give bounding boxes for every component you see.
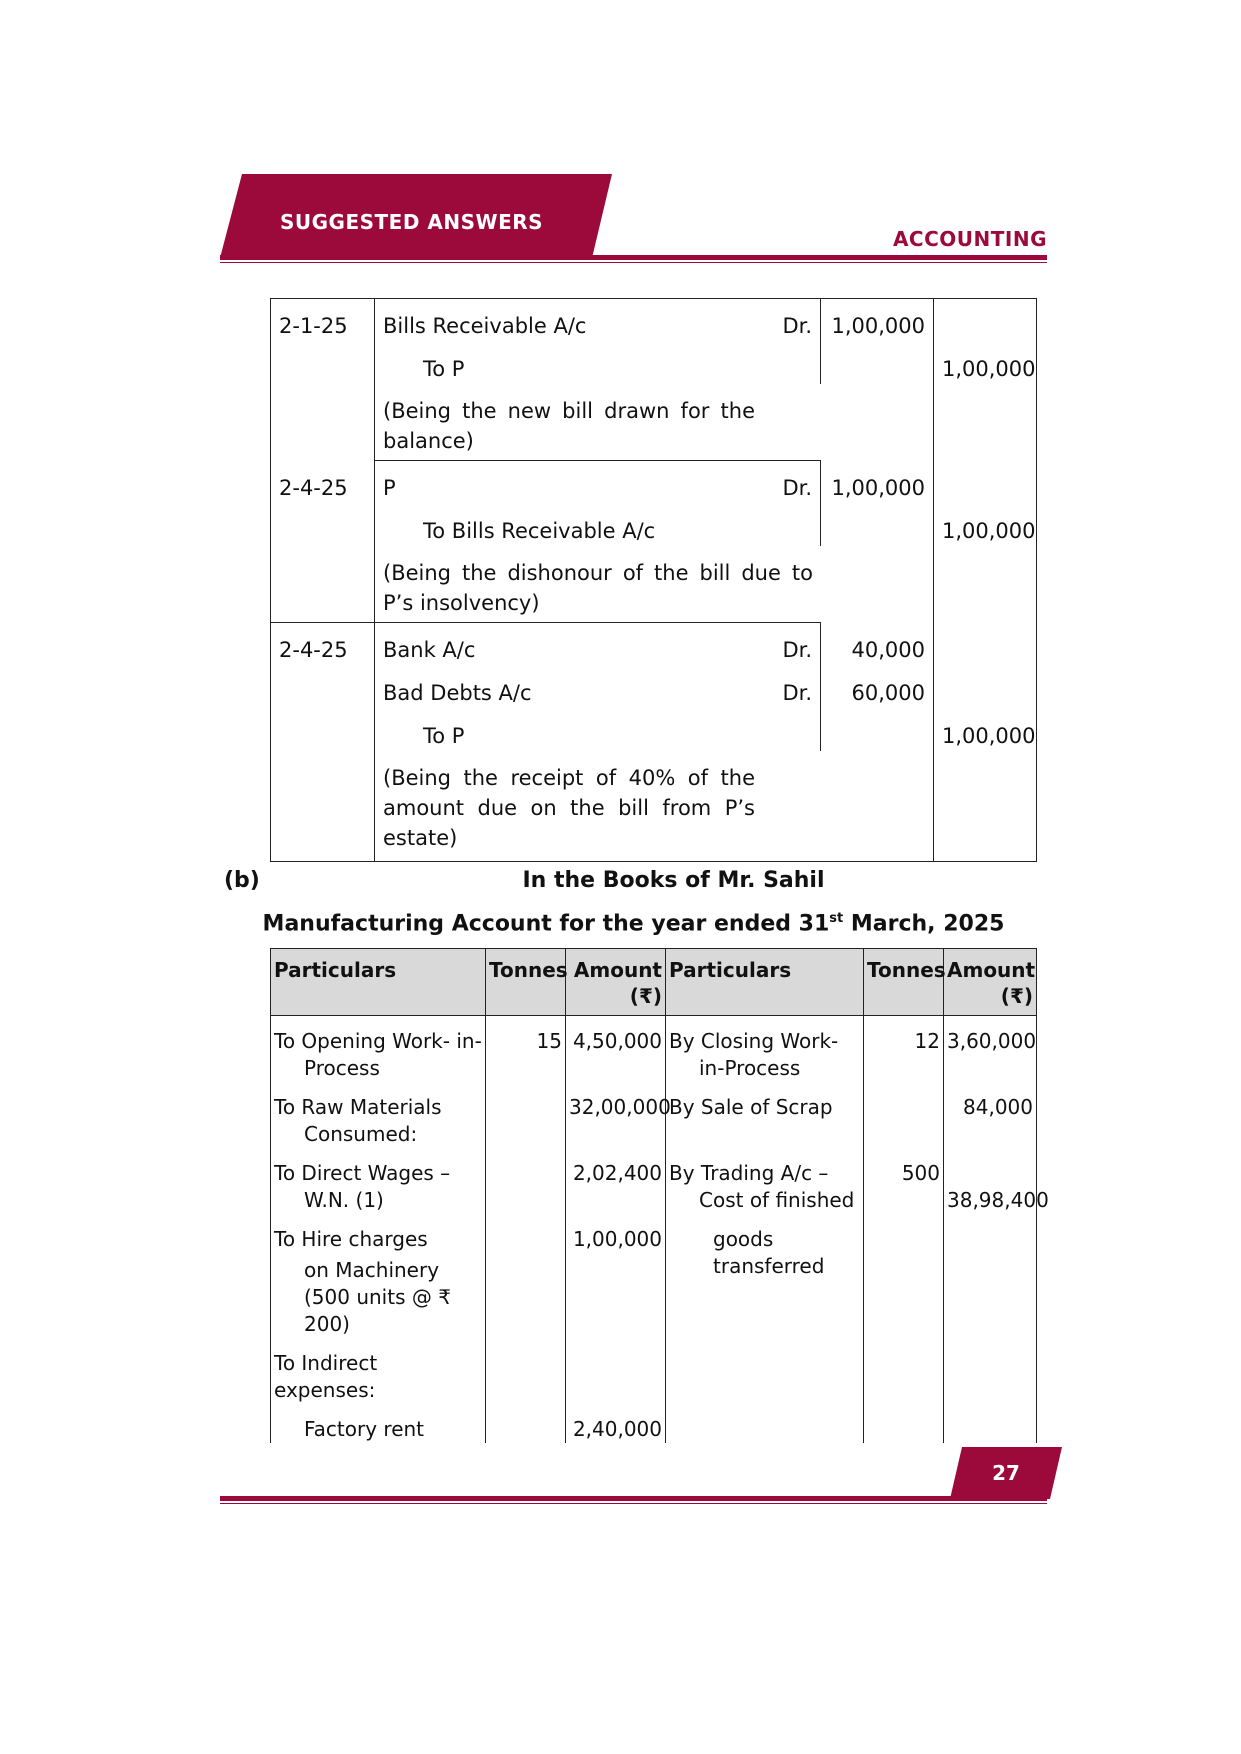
debit-amount: 1,00,000: [821, 299, 934, 342]
journal-row: [271, 503, 1037, 546]
col-particulars: Particulars: [271, 949, 486, 1016]
debit-amount: 40,000: [821, 623, 934, 666]
debit-account-2: Bad Debts A/c: [383, 681, 532, 705]
section-subtitle: Manufacturing Account for the year ended 31st March, 2025: [262, 911, 1005, 937]
debit-amount: 60,000: [821, 665, 934, 708]
manufacturing-account-table: [270, 948, 1049, 1443]
table-row: To Opening Work- in-Process 15 4,50,000 By Closing Work-in-Process 12 3,60,000: [271, 1016, 1037, 1083]
footer-rule-thin: [220, 1503, 1047, 1504]
entry-date: 2-1-25: [271, 299, 375, 342]
header-left-label: SUGGESTED ANSWERS: [280, 210, 544, 234]
journal-table: [270, 298, 1037, 862]
dr-marker: Dr.: [765, 461, 821, 504]
journal-row: [271, 461, 1037, 504]
col-amount: Amount (₹): [566, 949, 666, 1016]
table-row: Factory rent 2,40,000: [271, 1404, 1037, 1443]
narration: (Being the dishonour of the bill due to P’s insolvency): [383, 561, 813, 615]
table-row: To Raw Materials Consumed: 32,00,000 By Sale of Scrap 84,000: [271, 1082, 1037, 1148]
header-right-label: ACCOUNTING: [892, 227, 1047, 251]
table-row: To Indirect expenses:: [271, 1338, 1037, 1404]
journal-row: [271, 341, 1037, 384]
table-row: To Hire charges on Machinery (500 units @ ₹ 200) 1,00,000 goods transferred: [271, 1214, 1037, 1338]
debit-account: P: [375, 461, 765, 504]
footer-rule: [220, 1496, 1047, 1501]
journal-row: [271, 665, 1037, 708]
debit-account: Bills Receivable A/c: [375, 299, 765, 342]
credit-amount: 1,00,000: [934, 503, 1037, 546]
col-tonnes: Tonnes: [864, 949, 944, 1016]
entry-date: 2-4-25: [271, 461, 375, 504]
credit-amount: 1,00,000: [934, 708, 1037, 751]
col-particulars: Particulars: [666, 949, 864, 1016]
narration: (Being the new bill drawn for the balance): [383, 399, 755, 453]
journal-row: [271, 299, 1037, 342]
header-rule-thin: [220, 262, 1047, 263]
journal-row: [271, 384, 1037, 461]
table-header-row: [271, 949, 1037, 1016]
debit-amount: 1,00,000: [821, 461, 934, 504]
section-label: (b): [224, 868, 260, 893]
header-rule: [220, 255, 1047, 260]
dr-marker: Dr.: [765, 299, 821, 342]
debit-account: Bank A/c: [375, 623, 765, 666]
section-title: In the Books of Mr. Sahil: [522, 868, 825, 893]
col-amount: Amount (₹): [944, 949, 1037, 1016]
credit-account: To P: [423, 724, 465, 748]
entry-date: 2-4-25: [271, 623, 375, 666]
dr-marker: Dr.: [765, 623, 821, 666]
table-row: To Direct Wages – W.N. (1) 2,02,400 By Trading A/c – Cost of finished 500 38,98,400: [271, 1148, 1037, 1214]
journal-row: [271, 751, 1037, 862]
credit-account: To P: [423, 357, 465, 381]
journal-row: [271, 708, 1037, 751]
col-tonnes: Tonnes: [486, 949, 566, 1016]
page-number: 27: [992, 1461, 1020, 1485]
journal-row: [271, 546, 1037, 623]
credit-account: To Bills Receivable A/c: [423, 519, 656, 543]
journal-row: [271, 623, 1037, 666]
credit-amount: 1,00,000: [934, 341, 1037, 384]
dr-marker: Dr.: [765, 665, 821, 708]
narration: (Being the receipt of 40% of the amount due on the bill from P’s estate): [383, 766, 755, 850]
